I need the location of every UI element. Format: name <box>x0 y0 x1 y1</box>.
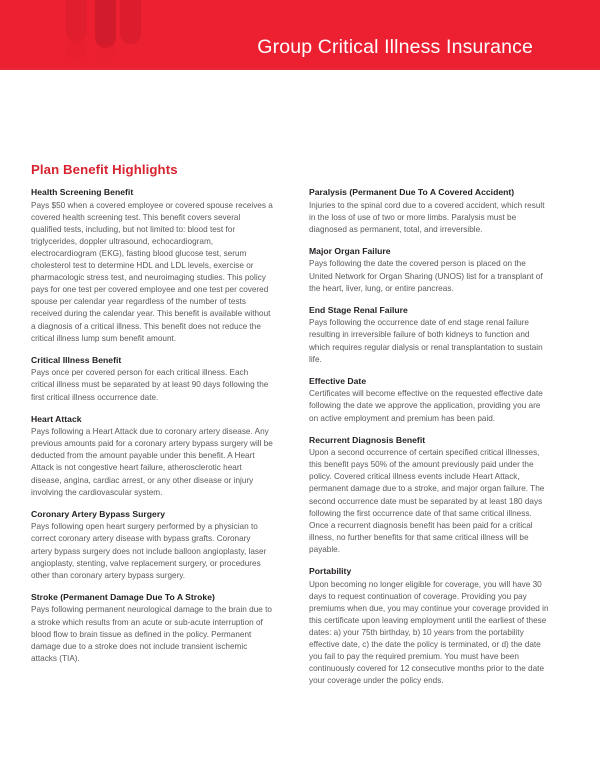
benefit-block <box>31 508 273 582</box>
benefit-block <box>31 591 273 665</box>
benefit-block <box>31 186 273 345</box>
benefit-body: Pays once per covered person for each critical illness. Each critical illness must be separated by at least 90 days following the first critical illness occurrence date. <box>31 368 269 402</box>
two-column-layout <box>0 186 600 687</box>
benefit-heading: Heart Attack <box>31 413 82 424</box>
benefit-heading: Stroke (Permanent Damage Due To A Stroke) <box>31 591 215 602</box>
benefit-heading: Effective Date <box>309 375 367 386</box>
benefit-block <box>309 375 551 425</box>
page-title: Plan Benefit Highlights <box>31 162 178 177</box>
column-left <box>31 186 273 665</box>
benefit-body: Pays following a Heart Attack due to coronary artery disease. Any previous amounts paid for a coronary artery bypass surgery will be deducted from the amount payable under this benefit. A Heart Attack is not congestive heart failure, atherosclerotic heart disease, angina, cardiac arrest, or any other disease or injury involving the cardiovascular system. <box>31 427 273 497</box>
header-underline-rule <box>0 68 600 70</box>
benefit-heading: Health Screening Benefit <box>31 187 134 197</box>
benefit-heading: Paralysis (Permanent Due To A Covered Accident) <box>309 187 515 197</box>
benefit-heading: End Stage Renal Failure <box>309 304 408 315</box>
benefit-body: Injuries to the spinal cord due to a covered accident, which result in the loss of use of two or more limbs. Paralysis must be diagnosed as permanent, total, and irreversible. <box>309 200 545 234</box>
benefit-body: Pays $50 when a covered employee or covered spouse receives a covered health screening test. This benefit covers several qualified tests, including, but not limited to: blood test for triglycerides, doppler ultrasound, echocardiogram, electrocardiogram (EKG), fasting blood glucose test, serum cholesterol test to determine HDL and LDL levels, exercise or pharmacologic stress test, and neuroimaging studies. This policy pays for one test per covered employee and one test per covered spouse per calendar year regardless of the number of tests received during the calendar year. This benefit is available without a diagnosis of a critical illness. This benefit does not reduce the critical illness lump sum benefit amount. <box>31 200 273 343</box>
benefit-heading: Critical Illness Benefit <box>31 354 122 365</box>
benefit-body: Upon becoming no longer eligible for coverage, you will have 30 days to request continuation of coverage. Providing you pay premiums when due, you may continue your coverage provided in this certificate upon leaving employment until the earliest of these dates: a) your 75th birthday, b) 10 years from the portability effective date, c) the date the policy is terminated, or d) the date you fail to pay the required premium. You must have been continuously covered for 12 consecutive months prior to the date your coverage under the policy ends. <box>309 579 549 686</box>
benefit-heading: Coronary Artery Bypass Surgery <box>31 508 166 519</box>
benefit-block <box>309 565 551 687</box>
benefit-body: Certificates will become effective on the requested effective date following the date we approve the application, providing you are on active employment and premium has been paid. <box>309 389 543 423</box>
benefit-heading: Major Organ Failure <box>309 245 391 256</box>
benefit-block <box>309 245 551 295</box>
benefit-block <box>309 186 551 236</box>
benefit-block <box>309 304 551 366</box>
benefit-heading: Recurrent Diagnosis Benefit <box>309 434 426 445</box>
benefit-body: Upon a second occurrence of certain specified critical illnesses, this benefit pays 50% of the amount previously paid under the policy. Covered critical illness events include Heart Attack, permanent damage due to a stroke, and major organ failure. The second occurrence date must be separated by at least 180 days following the first occurrence date of that same critical illness. Once a recurrent diagnosis benefit has been paid for a critical illness, no further benefits for that same critical illness will be payable. <box>309 448 545 554</box>
benefit-body: Pays following the date the covered person is placed on the United Network for Organ Sharing (UNOS) list for a transplant of the heart, liver, lung, or entire pancreas. <box>309 259 543 293</box>
benefit-body: Pays following permanent neurological damage to the brain due to a stroke which results from an acute or sub-acute interruption of blood flow to brain tissue as defined in the policy. Permanent damage due to a stroke does not include transient ischemic attacks (TIA). <box>31 605 272 663</box>
header-title: Group Critical Illness Insurance <box>257 36 533 58</box>
page-header <box>0 0 600 70</box>
column-right <box>309 186 551 687</box>
benefit-body: Pays following open heart surgery performed by a physician to correct coronary artery disease with bypass grafts. Coronary artery bypass surgery does not include balloon angioplasty, laser angioplasty, stenting, valve replacement surgery, or procedures other than coronary artery bypass surgery. <box>31 522 267 580</box>
brand-logo-bars-watermark <box>0 0 230 70</box>
benefit-body: Pays following the occurrence date of end stage renal failure resulting in irreversible failure of both kidneys to function and which requires regular dialysis or renal transplantation to sustain life. <box>309 318 543 364</box>
benefit-heading: Portability <box>309 566 352 577</box>
benefit-block <box>309 434 551 556</box>
benefit-block <box>31 354 273 404</box>
benefit-block <box>31 413 273 499</box>
